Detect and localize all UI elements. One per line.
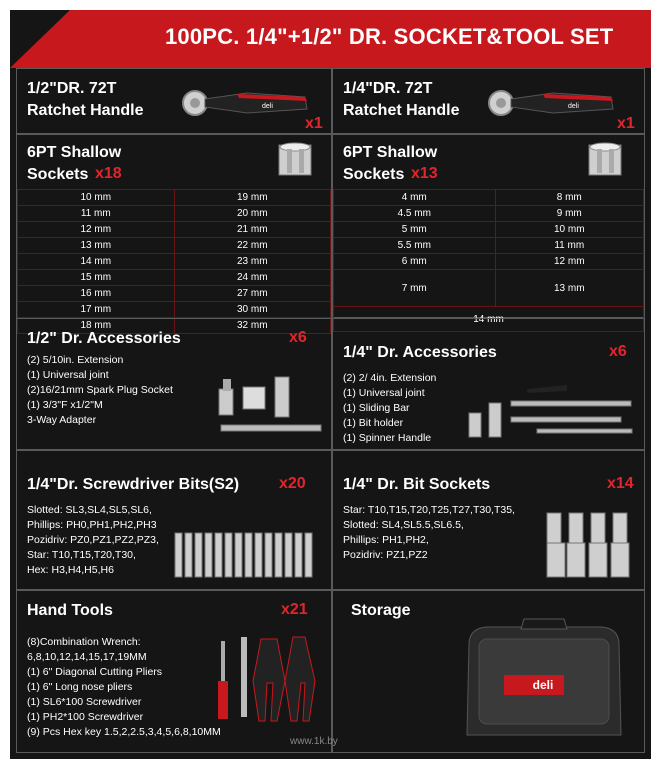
- hand-tools-title: Hand Tools: [27, 602, 113, 619]
- storage-brand-logo: deli: [532, 678, 554, 692]
- list-item: (1) PH2*100 Screwdriver: [27, 711, 144, 723]
- socket-icon: [585, 141, 625, 181]
- panel-ratchet-quarter: [332, 68, 645, 134]
- socket-size-table-quarter: [333, 189, 644, 332]
- banner-title: 100PC. 1/4"+1/2" DR. SOCKET&TOOL SET: [165, 24, 614, 49]
- list-item: (1) Spinner Handle: [343, 432, 432, 444]
- watermark: www.1k.by: [290, 736, 338, 747]
- panel-sockets-half: [16, 134, 332, 331]
- size-cell: 5 mm: [334, 222, 496, 238]
- bits-image-icon: [173, 523, 323, 583]
- size-cell: 17 mm: [18, 302, 175, 318]
- list-item: Slotted: SL4,SL5.5,SL6.5,: [343, 519, 464, 531]
- storage-title: Storage: [351, 602, 411, 619]
- list-item: 3-Way Adapter: [27, 414, 97, 426]
- size-cell: 14 mm: [334, 307, 644, 332]
- list-item: (1) Sliding Bar: [343, 402, 410, 414]
- acc-half-qty: x6: [289, 329, 307, 346]
- size-cell: 22 mm: [174, 238, 331, 254]
- size-cell: 11 mm: [18, 206, 175, 222]
- size-cell: 18 mm: [18, 318, 175, 334]
- ratchet-quarter-qty: x1: [617, 115, 635, 132]
- list-item: Star: T10,T15,T20,T30,: [27, 549, 136, 561]
- product-infographic: [10, 10, 651, 759]
- list-item: (8)Combination Wrench:: [27, 636, 141, 648]
- sockets-quarter-line1: 6PT Shallow: [343, 144, 438, 161]
- panel-hand-tools: [16, 590, 332, 753]
- size-cell: 4 mm: [334, 190, 496, 206]
- bit-sockets-image-icon: [543, 507, 633, 587]
- ratchet-quarter-line1: 1/4"DR. 72T: [343, 80, 433, 97]
- acc-half-title: 1/2" Dr. Accessories: [27, 330, 181, 347]
- size-cell: 21 mm: [174, 222, 331, 238]
- acc-quarter-qty: x6: [609, 343, 627, 360]
- list-item: Pozidriv: PZ1,PZ2: [343, 549, 428, 561]
- accessories-image-icon: [213, 373, 323, 443]
- acc-quarter-title: 1/4" Dr. Accessories: [343, 344, 497, 361]
- size-cell: 10 mm: [495, 222, 643, 238]
- hand-tools-image-icon: [211, 631, 321, 731]
- list-item: (2)16/21mm Spark Plug Socket: [27, 384, 173, 396]
- size-cell: 10 mm: [18, 190, 175, 206]
- ratchet-half-line1: 1/2"DR. 72T: [27, 80, 117, 97]
- size-cell: 8 mm: [495, 190, 643, 206]
- socket-icon: [275, 141, 315, 181]
- size-cell: 6 mm: [334, 254, 496, 270]
- sockets-quarter-line2: Sockets: [343, 166, 405, 183]
- ratchet-quarter-line2: Ratchet Handle: [343, 102, 460, 119]
- accessories-image-icon: [467, 381, 637, 443]
- ratchet-half-line2: Ratchet Handle: [27, 102, 144, 119]
- ratchet-handle-icon: [483, 83, 623, 123]
- list-item: 6,8,10,12,14,15,17,19MM: [27, 651, 147, 663]
- socket-size-table-half: [17, 189, 331, 334]
- list-item: Star: T10,T15,T20,T25,T27,T30,T35,: [343, 504, 515, 516]
- panel-bit-sockets: [332, 450, 645, 590]
- sockets-quarter-qty: x13: [411, 165, 438, 182]
- list-item: (1) 6" Long nose pliers: [27, 681, 133, 693]
- list-item: (1) Universal joint: [27, 369, 109, 381]
- size-cell: 32 mm: [174, 318, 331, 334]
- size-cell: 12 mm: [495, 254, 643, 270]
- size-cell: 23 mm: [174, 254, 331, 270]
- svg-text:deli: deli: [568, 103, 579, 110]
- title-banner: [10, 10, 651, 68]
- size-cell: 15 mm: [18, 270, 175, 286]
- list-item: (9) Pcs Hex key 1.5,2,2.5,3,4,5,6,8,10MM: [27, 726, 221, 738]
- size-cell: 11 mm: [495, 238, 643, 254]
- list-item: (1) Universal joint: [343, 387, 425, 399]
- size-cell: 30 mm: [174, 302, 331, 318]
- list-item: (1) 6" Diagonal Cutting Pliers: [27, 666, 163, 678]
- size-cell: 13 mm: [495, 270, 643, 307]
- size-cell: 12 mm: [18, 222, 175, 238]
- list-item: Slotted: SL3,SL4,SL5,SL6,: [27, 504, 152, 516]
- size-cell: 19 mm: [174, 190, 331, 206]
- list-item: (2) 5/10in. Extension: [27, 354, 124, 366]
- size-cell: 5.5 mm: [334, 238, 496, 254]
- list-item: (2) 2/ 4in. Extension: [343, 372, 437, 384]
- list-item: Phillips: PH1,PH2,: [343, 534, 429, 546]
- sockets-half-line2: Sockets: [27, 166, 89, 183]
- bits-title: 1/4"Dr. Screwdriver Bits(S2): [27, 476, 240, 493]
- list-item: Pozidriv: PZ0,PZ1,PZ2,PZ3,: [27, 534, 159, 546]
- bit-sockets-title: 1/4" Dr. Bit Sockets: [343, 476, 491, 493]
- svg-text:deli: deli: [262, 103, 273, 110]
- bits-qty: x20: [279, 475, 306, 492]
- panel-sockets-quarter: [332, 134, 645, 325]
- list-item: Phillips: PH0,PH1,PH2,PH3: [27, 519, 157, 531]
- panel-storage: [332, 590, 645, 753]
- size-cell: 20 mm: [174, 206, 331, 222]
- panel-ratchet-half: [16, 68, 332, 134]
- list-item: (1) Bit holder: [343, 417, 404, 429]
- size-cell: 16 mm: [18, 286, 175, 302]
- list-item: (1) 3/3"F x1/2"M: [27, 399, 103, 411]
- hand-tools-qty: x21: [281, 601, 308, 618]
- size-cell: 7 mm: [334, 270, 496, 307]
- sockets-half-qty: x18: [95, 165, 122, 182]
- panel-accessories-half: [16, 318, 332, 450]
- size-cell: 4.5 mm: [334, 206, 496, 222]
- panel-screwdriver-bits: [16, 450, 332, 590]
- sockets-half-line1: 6PT Shallow: [27, 144, 122, 161]
- panel-accessories-quarter: [332, 318, 645, 450]
- size-cell: 13 mm: [18, 238, 175, 254]
- size-cell: 27 mm: [174, 286, 331, 302]
- size-cell: 9 mm: [495, 206, 643, 222]
- banner-corner-cut: [10, 10, 70, 68]
- size-cell: 24 mm: [174, 270, 331, 286]
- list-item: Hex: H3,H4,H5,H6: [27, 564, 114, 576]
- size-cell: 14 mm: [18, 254, 175, 270]
- list-item: (1) SL6*100 Screwdriver: [27, 696, 142, 708]
- ratchet-handle-icon: [177, 83, 317, 123]
- ratchet-half-qty: x1: [305, 115, 323, 132]
- bit-sockets-qty: x14: [607, 475, 634, 492]
